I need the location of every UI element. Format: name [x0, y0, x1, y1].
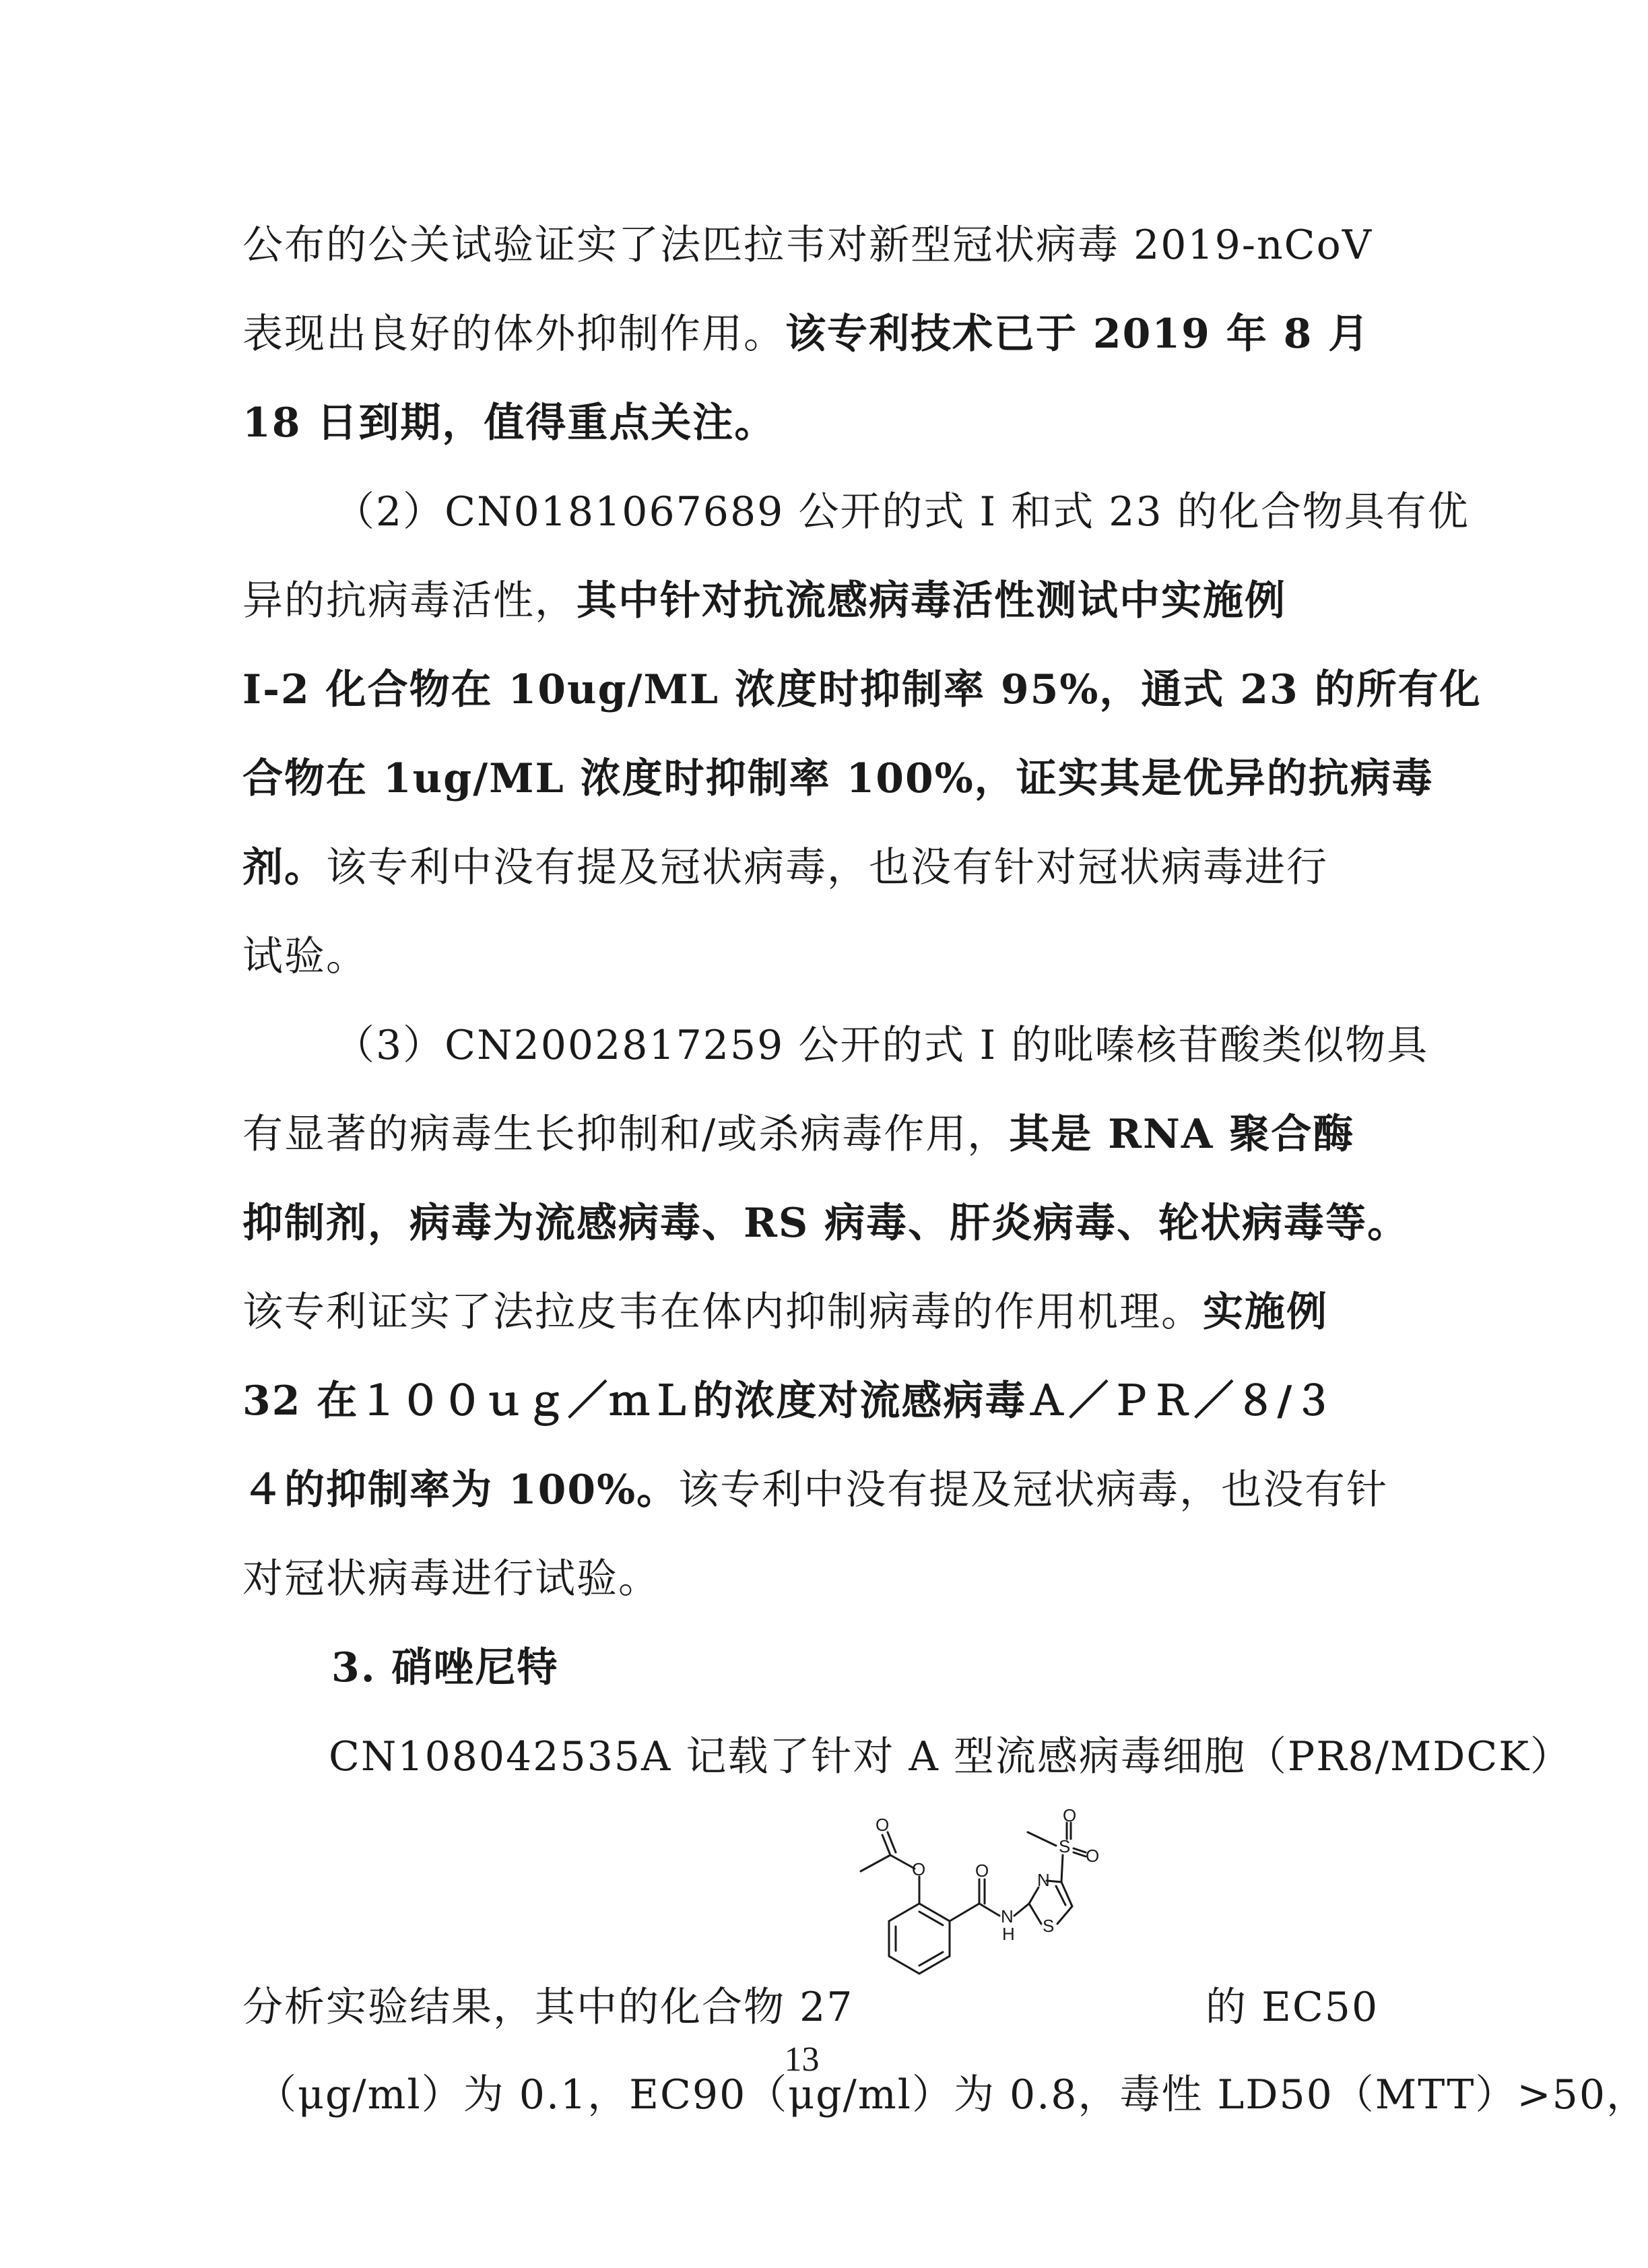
atom-label: H — [1002, 1924, 1015, 1944]
text-span: 该专利证实了法拉皮韦在体内抑制病毒的作用机理。 — [242, 1289, 1203, 1336]
page-body — [242, 201, 1648, 2139]
text-line — [242, 290, 1371, 379]
bond — [1074, 1848, 1086, 1852]
text-line — [242, 912, 1367, 1001]
bond — [1061, 1882, 1072, 1906]
atom-label: S — [1059, 1836, 1071, 1856]
bold-text-span: 32 在１００ｕｇ／ｍＬ的浓度对流感病毒Ａ／ＰＲ／８/３ — [242, 1378, 1336, 1425]
section-heading-text: 3. 硝唑尼特 — [331, 1644, 559, 1691]
bond — [950, 1904, 979, 1921]
bold-text-span: 18 日到期，值得重点关注。 — [242, 399, 777, 447]
benzene-ring — [889, 1904, 950, 1974]
text-span: 表现出良好的体外抑制作用。 — [242, 311, 785, 358]
bond — [1061, 1855, 1063, 1882]
text-line — [242, 1179, 1410, 1268]
atom-label: O — [975, 1860, 989, 1881]
text-line — [242, 1446, 1389, 1534]
text-span: 该专利中没有提及冠状病毒，也没有针 — [678, 1466, 1389, 1514]
text-line — [242, 1268, 1367, 1357]
text-line — [242, 467, 1470, 556]
chemical-structure-row — [242, 1801, 1379, 2050]
page-number: 13 — [784, 2040, 820, 2079]
text-line — [242, 1001, 1429, 1090]
text-span: 试验。 — [242, 933, 368, 980]
bond — [890, 1855, 915, 1869]
bond — [919, 1952, 943, 1966]
bold-text-span: ４的抑制率为 100%。 — [242, 1466, 679, 1514]
bond — [1074, 1852, 1086, 1856]
text-span: 对冠状病毒进行试验。 — [242, 1555, 660, 1602]
text-span: （2）CN0181067689 公开的式 I 和式 23 的化合物具有优 — [334, 488, 1470, 536]
text-span: 的 EC50 — [1206, 1984, 1379, 2031]
bond — [919, 1912, 943, 1925]
atom-label: O — [876, 1815, 890, 1835]
text-span: 有显著的病毒生长抑制和/或杀病毒作用， — [242, 1111, 1010, 1158]
atom-label: N — [1001, 1906, 1014, 1926]
bold-text-span: 剂。 — [242, 844, 326, 891]
bond — [1014, 1904, 1029, 1916]
bold-text-span: I-2 化合物在 10ug/ML 浓度时抑制率 95%，通式 23 的所有化 — [242, 666, 1482, 713]
text-span: （μg/ml）为 0.1，EC90（μg/ml）为 0.8，毒性 LD50（MTT）>50， — [256, 2071, 1648, 2118]
atom-label: O — [1063, 1805, 1077, 1825]
text-line — [242, 1090, 1367, 1179]
bond — [979, 1904, 999, 1916]
text-span: 公布的公关试验证实了法匹拉韦对新型冠状病毒 2019-nCoV — [242, 222, 1373, 269]
text-line — [242, 1534, 1367, 1623]
section-heading — [242, 1623, 1367, 1712]
text-line — [242, 556, 1367, 645]
atom-label: N — [1037, 1870, 1050, 1890]
text-span: 该专利中没有提及冠状病毒，也没有针对冠状病毒进行 — [326, 844, 1328, 891]
bold-text-span: 该专利技术已于 2019 年 8 月 — [785, 311, 1371, 358]
text-line — [242, 201, 1373, 290]
atom-label: S — [1043, 1916, 1055, 1936]
bold-text-span: 其是 RNA 聚合酶 — [1009, 1111, 1355, 1158]
text-span: 分析实验结果，其中的化合物 27 — [242, 1984, 854, 2031]
text-line — [242, 734, 1434, 823]
text-line — [242, 1357, 1367, 1446]
text-span: （3）CN2002817259 公开的式 I 的吡嗪核苷酸类似物具 — [334, 1022, 1429, 1069]
text-line — [242, 823, 1367, 912]
text-line — [242, 379, 1367, 467]
text-span: CN108042535A 记载了针对 A 型流感病毒细胞（PR8/MDCK） — [329, 1733, 1573, 1780]
bold-text-span: 抑制剂，病毒为流感病毒、RS 病毒、肝炎病毒、轮状病毒等。 — [242, 1200, 1410, 1247]
bold-text-span: 其中针对抗流感病毒活性测试中实施例 — [576, 577, 1286, 624]
text-span: 异的抗病毒活性， — [242, 577, 576, 624]
atom-label: O — [1086, 1846, 1100, 1866]
bond — [1029, 1904, 1041, 1924]
bold-text-span: 实施例 — [1203, 1289, 1328, 1336]
chemical-structure-diagram — [842, 1801, 1098, 2030]
bond — [1028, 1832, 1056, 1846]
text-line — [242, 645, 1482, 734]
bond — [1057, 1906, 1072, 1924]
text-line — [242, 1712, 1573, 1801]
atom-label: O — [912, 1859, 926, 1879]
bold-text-span: 合物在 1ug/ML 浓度时抑制率 100%，证实其是优异的抗病毒 — [242, 755, 1434, 802]
bond — [861, 1855, 890, 1871]
